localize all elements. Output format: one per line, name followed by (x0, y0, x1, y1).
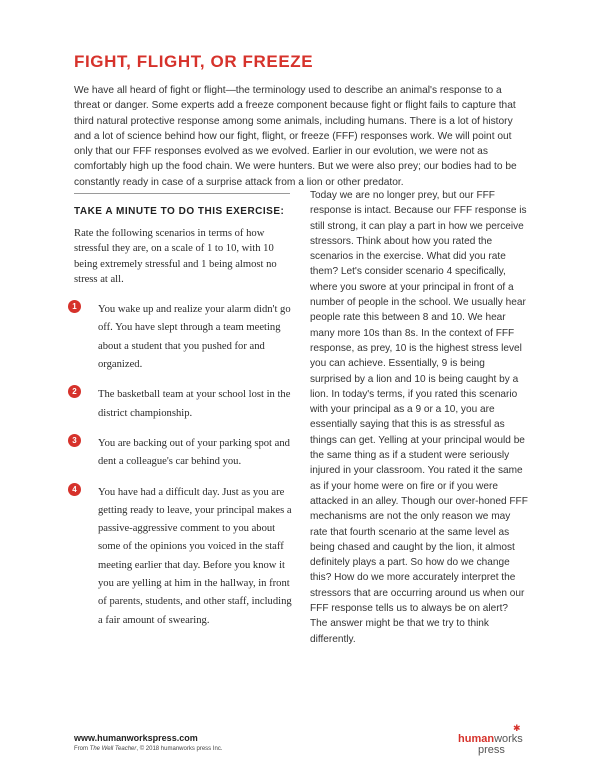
credit-suffix: , © 2018 humanworks press Inc. (136, 746, 223, 752)
body-text-right-column: Today we are no longer prey, but our FFF response is intact. Because our FFF response is still strong, it can play a part in how we perceive stressors. Think about how you rated the scenarios in the exercise. What did you rate them? Let's consider scenario 4 specifically, where you swore at your principal in front of a number of people in the school. We usually hear people rate this between 8 and 10. We hear many more 10s than 8s. In the context of FFF response, as prey, 10 is the highest stress level you can achieve. Essentially, 9 is being surprised by a lion and 10 is being caught by a lion. In today's terms, if you rated this scenario with your principal as a 9 or a 10, you are essentially saying that this is as stressful as things can get. Yelling at your principal would be the same thing as if a student were seriously injured in your classroom. You rated it the same as if your home were on fire or if you were attacked in an alley. Though our over-honed FFF mechanisms are not the only reason we may rate that fourth scenario at the same level as being chased and caught by the lion, it almost definitely plays a part. So how do we change this? How do we more accurately interpret the stressors that are occurring around us when our FFF response tells us to always be on alert? The answer might be that we try to think differently. (310, 190, 528, 645)
credit-book-title: The Well Teacher (89, 746, 137, 752)
footer-credit (74, 746, 223, 752)
scenario-item (74, 433, 292, 470)
scenario-text: The basketball team at your school lost in the district championship. (98, 389, 291, 419)
logo-human: human (458, 733, 495, 745)
scenario-item (74, 299, 292, 372)
number-badge: 2 (68, 385, 81, 398)
credit-prefix: From (74, 746, 90, 752)
publisher-logo (458, 723, 528, 758)
scenario-text: You are backing out of your parking spot and dent a colleague's car behind you. (98, 437, 290, 468)
exercise-box (74, 206, 292, 640)
intro-paragraph: We have all heard of fight or flight—the terminology used to describe an animal's response to a threat or danger. Some experts add a freeze component because fight or flight fails to capture that third natural protective response among some animals, including humans. There is a lot of history and a lot of science behind how our fight, flight, or freeze (FFF) responses work. We will point out only that our FFF responses evolved as we evolved. Earlier in our evolution, we were not as comfortably high up the food chain. We were hunters. But we were also prey; our bodies had to be constantly ready in case of a surprise attack from a lion or other predator. (74, 85, 517, 188)
scenario-text: You have had a difficult day. Just as you are getting ready to leave, your principal makes a passive-aggressive comment to you about some of the opinions you voiced in the staff meeting earlier that day. Before you know it you are yelling at him in the hallway, in front of parents, students, and other staff, including a fair amount of swearing. (98, 486, 292, 626)
logo-press: press (478, 744, 505, 756)
scenario-item (74, 482, 292, 628)
asterisk-icon: ✱ (513, 723, 521, 733)
number-badge: 3 (68, 434, 81, 447)
scenario-text: You wake up and realize your alarm didn't go off. You have slept through a team meeting about a student that you pushed for and organized. (98, 304, 291, 371)
number-badge: 1 (68, 300, 81, 313)
section-divider (74, 193, 290, 194)
logo-works: works (494, 733, 523, 745)
scenario-item (74, 384, 292, 421)
footer-url: www.humanworkspress.com (74, 733, 198, 743)
number-badge: 4 (68, 483, 81, 496)
exercise-heading: TAKE A MINUTE TO DO THIS EXERCISE: (74, 206, 285, 217)
exercise-instructions: Rate the following scenarios in terms of how stressful they are, on a scale of 1 to 10, with 10 being extremely stressful and 1 being almost no stress at all. (74, 228, 277, 285)
page-title: FIGHT, FLIGHT, OR FREEZE (74, 52, 314, 71)
